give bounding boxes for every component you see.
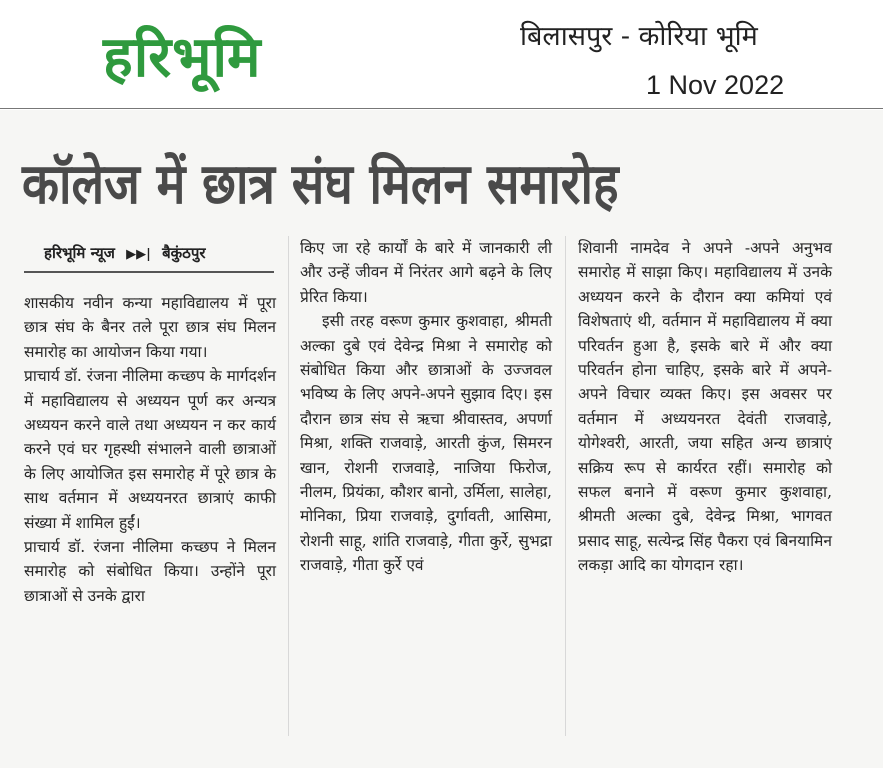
byline-source: हरिभूमि न्यूज bbox=[44, 244, 115, 262]
masthead bbox=[0, 0, 883, 108]
masthead-divider bbox=[0, 108, 883, 109]
paragraph: प्राचार्य डॉ. रंजना नीलिमा कच्छप के मार्गदर्शन में महाविद्यालय से अध्ययन पूर्ण कर अन्यत्र अध्ययन करने वाले तथा अध्ययन न कर कार्य करने एवं घर गृहस्थी संभालने वाली छात्राओं के लिए आयोजित इस समारोह में पूरे छात्र के साथ वर्तमान में अध्ययनरत छात्राएं काफी संख्या में शामिल हुईं। bbox=[24, 367, 276, 532]
article-headline: कॉलेज में छात्र संघ मिलन समारोह bbox=[22, 152, 619, 217]
paragraph: शासकीय नवीन कन्या महाविद्यालय में पूरा छात्र संघ के बैनर तले पूरा छात्र संघ मिलन समारोह का आयोजन किया गया। bbox=[24, 294, 276, 361]
paragraph: इसी तरह वरूण कुमार कुशवाहा, श्रीमती अल्का दुबे एवं देवेन्द्र मिश्रा ने समारोह को संबोधित किया और छात्राओं के उज्जवल भविष्य के लिए अपने-अपने सुझाव दिए। इस दौरान छात्र संघ से ऋचा श्रीवास्तव, अपर्णा मिश्रा, शक्ति राजवाड़े, आरती कुंज, सिमरन खान, रोशनी राजवाड़े, नाजिया फिरोज, नीलम, प्रियंका, कौशर बानो, उर्मिला, सालेहा, मोनिका, प्रिया राजवाड़े, दुर्गावती, आसिमा, रोशनी साहू, शांति राजवाड़े, गीता कुर्रे, सुभद्रा राजवाड़े, गीता कुर्रे एवं bbox=[300, 312, 552, 575]
newspaper-logo: हरिभूमि bbox=[103, 25, 262, 90]
edition-name: बिलासपुर - कोरिया भूमि bbox=[520, 21, 758, 52]
byline bbox=[44, 243, 206, 263]
paragraph: किए जा रहे कार्यों के बारे में जानकारी ली और उन्हें जीवन में निरंतर आगे बढ़ने के लिए प्रेरित किया। bbox=[300, 239, 552, 306]
column-divider bbox=[565, 236, 566, 736]
paragraph: शिवानी नामदेव ने अपने -अपने अनुभव समारोह में साझा किए। महाविद्यालय में उनके अध्ययन करने के दौरान क्या कमियां एवं विशेषताएं थी, वर्तमान में महाविद्यालय में क्या परिवर्तन हुआ है, इसके बारे में और क्या परिवर्तन होना चाहिए, इसके बारे में अपने-अपने विचार व्यक्त किए। इस अवसर पर वर्तमान में अध्ययनरत देवंती राजवाड़े, योगेश्वरी, आरती, जया सहित अन्य छात्राएं सक्रिय रूप से कार्यरत रहीं। समारोह को सफल बनाने में वरूण कुमार कुशवाहा, श्रीमती अल्का दुबे, देवेन्द्र मिश्रा, भागवत प्रसाद साहू, सत्येन्द्र सिंह पैकरा एवं बिनयामिन लकड़ा आदि का योगदान रहा। bbox=[578, 239, 832, 575]
article-column-3 bbox=[578, 236, 832, 578]
column-divider bbox=[288, 236, 289, 736]
next-headline-fragment bbox=[0, 744, 883, 768]
byline-rule bbox=[24, 271, 274, 273]
byline-arrow-icon: ▶▶| bbox=[126, 247, 151, 262]
publication-date: 1 Nov 2022 bbox=[646, 70, 785, 100]
paragraph: प्राचार्य डॉ. रंजना नीलिमा कच्छप ने मिलन समारोह को संबोधित किया। उन्होंने पूरा छात्राओं से उनके द्वारा bbox=[24, 538, 276, 605]
byline-place: बैकुंठपुर bbox=[162, 244, 206, 262]
article-column-2 bbox=[300, 236, 552, 578]
article-column-1 bbox=[24, 291, 276, 608]
